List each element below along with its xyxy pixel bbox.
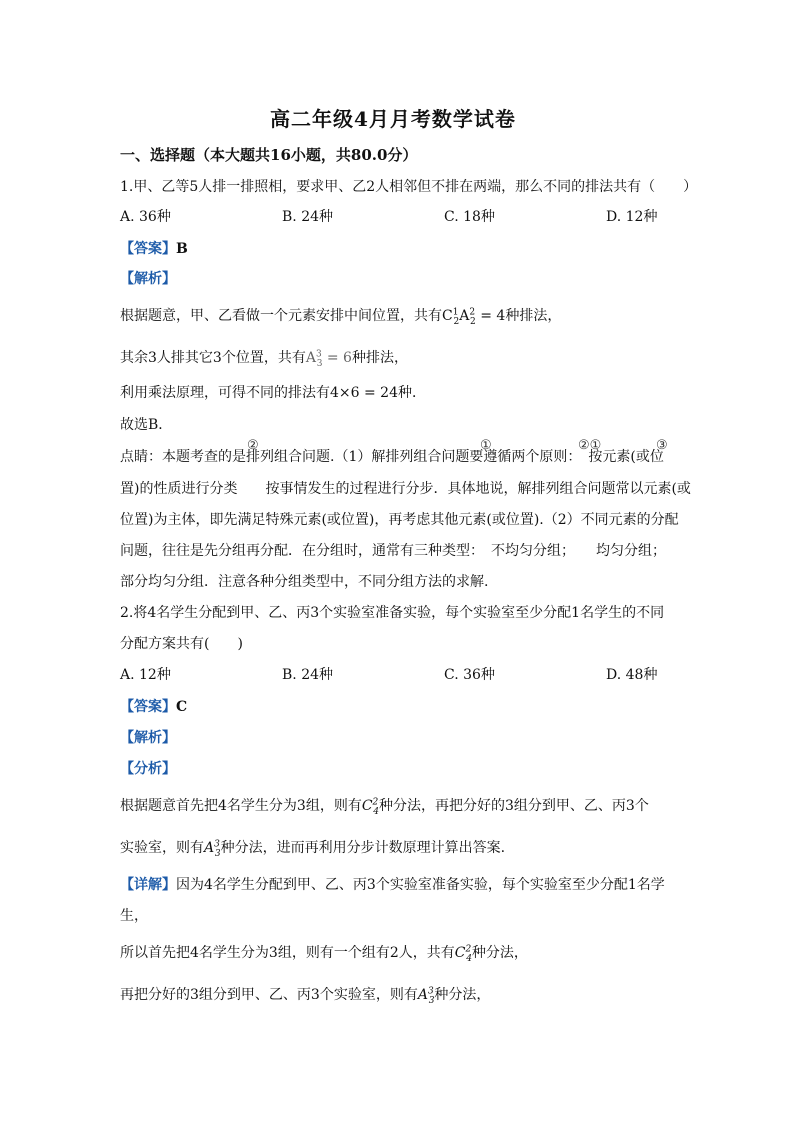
q2-option-a: A. 12种	[120, 667, 171, 683]
q1-solution-line-3: 利用乘法原理，可得不同的排法有4×6 = 24种．	[120, 385, 426, 401]
q2-analysis-line-2	[120, 839, 505, 857]
text: 种分法，进而再利用分步计数原理计算出答案.	[220, 840, 506, 856]
q2-detail-line-4	[120, 986, 490, 1004]
q1-solution-line-2	[120, 349, 408, 367]
answer-tag: 【答案】	[120, 241, 176, 257]
q2-option-d: D. 48种	[606, 667, 658, 683]
text: 实验室，则有	[120, 840, 204, 856]
q2-stem-line-2: 分配方案共有( )	[120, 636, 243, 652]
formula-c-a: $C^1_2A^2_2$	[442, 307, 476, 327]
q2-option-b: B. 24种	[282, 667, 334, 683]
q1-answer	[120, 240, 188, 258]
q1-solution-line-4: 故选B．	[120, 417, 173, 433]
detail-tag: 【详解】	[120, 877, 176, 893]
text: 种排法，	[351, 350, 408, 366]
q2-detail-line-2: 生，	[120, 908, 148, 924]
q1-note-line-4: 问题，往往是先分组再分配．在分组时，通常有三种类型： 不均匀分组； 均匀分组；	[120, 543, 666, 559]
text: 其余3人排其它3个位置，共有	[120, 350, 306, 366]
text: 种排法，	[505, 308, 562, 324]
q2-detail-line-3	[120, 944, 528, 962]
answer-value: B	[176, 241, 188, 257]
text: 根据题意首先把4名学生分为3组，则有	[120, 798, 362, 814]
text: 种分法，	[434, 987, 491, 1003]
formula-a33: $A^3_3$	[204, 839, 221, 859]
q1-note-line-1: 点睛：本题考查的是排列组合问题.（1）解排列组合问题要遵循两个原则： 按元素(或位	[120, 449, 664, 465]
q1-option-d: D. 12种	[606, 209, 658, 225]
section-heading: 一、选择题（本大题共16小题，共80.0分）	[120, 146, 418, 164]
circled-number: ②	[247, 438, 259, 453]
q1-note-line-5: 部分均匀分组．注意各种分组类型中，不同分组方法的求解.	[120, 574, 489, 590]
q2-analysis-tag: 【解析】	[120, 730, 176, 746]
q1-stem: 1.甲、乙等5人排一排照相，要求甲、乙2人相邻但不排在两端，那么不同的排法共有（ ）	[120, 179, 698, 195]
circled-number: ②①	[578, 438, 602, 453]
q2-detail-line-1	[120, 876, 665, 894]
answer-tag: 【答案】	[120, 699, 176, 715]
formula-c4: $C^2_4$	[454, 944, 472, 964]
q1-option-c: C. 18种	[444, 209, 495, 225]
text: 种分法，	[471, 945, 528, 961]
formula-c4: $C^2_4$	[361, 797, 380, 817]
text: 因为4名学生分配到甲、乙、丙3个实验室准备实验，每个实验室至少分配1名学	[176, 877, 665, 893]
q2-answer	[120, 698, 187, 716]
page-title: 高二年级4月月考数学试卷	[270, 107, 516, 131]
answer-value: C	[176, 699, 188, 715]
q1-analysis-tag: 【解析】	[120, 271, 176, 287]
q1-note-line-2: 置)的性质进行分类 按事情发生的过程进行分步．具体地说，解排列组合问题常以元素(或	[120, 481, 691, 497]
formula-result: = 6	[326, 350, 352, 366]
q1-note-line-3: 位置)为主体，即先满足特殊元素(或位置)，再考虑其他元素(或位置).（2）不同元素的分配	[120, 512, 679, 528]
circled-number: ③	[656, 438, 668, 453]
q1-option-b: B. 24种	[282, 209, 334, 225]
q2-fenxi-tag: 【分析】	[120, 761, 176, 777]
text: 种分法，再把分好的3组分到甲、乙、丙3个	[379, 798, 649, 814]
formula-result: = 4	[480, 308, 506, 324]
circled-number: ①	[480, 438, 492, 453]
formula-a33: $A^3_3$	[417, 986, 435, 1006]
text: 根据题意，甲、乙看做一个元素安排中间位置，共有	[120, 308, 442, 324]
q2-option-c: C. 36种	[444, 667, 495, 683]
q2-stem-line-1: 2.将4名学生分配到甲、乙、丙3个实验室准备实验，每个实验室至少分配1名学生的不同	[120, 605, 665, 621]
q1-option-a: A. 36种	[120, 209, 171, 225]
text: 所以首先把4名学生分为3组，则有一个组有2人，共有	[120, 945, 455, 961]
formula-a33: $A^3_3$	[305, 349, 323, 369]
q1-solution-line-1	[120, 307, 561, 325]
text: 再把分好的3组分到甲、乙、丙3个实验室，则有	[120, 987, 418, 1003]
q2-analysis-line-1	[120, 797, 649, 815]
